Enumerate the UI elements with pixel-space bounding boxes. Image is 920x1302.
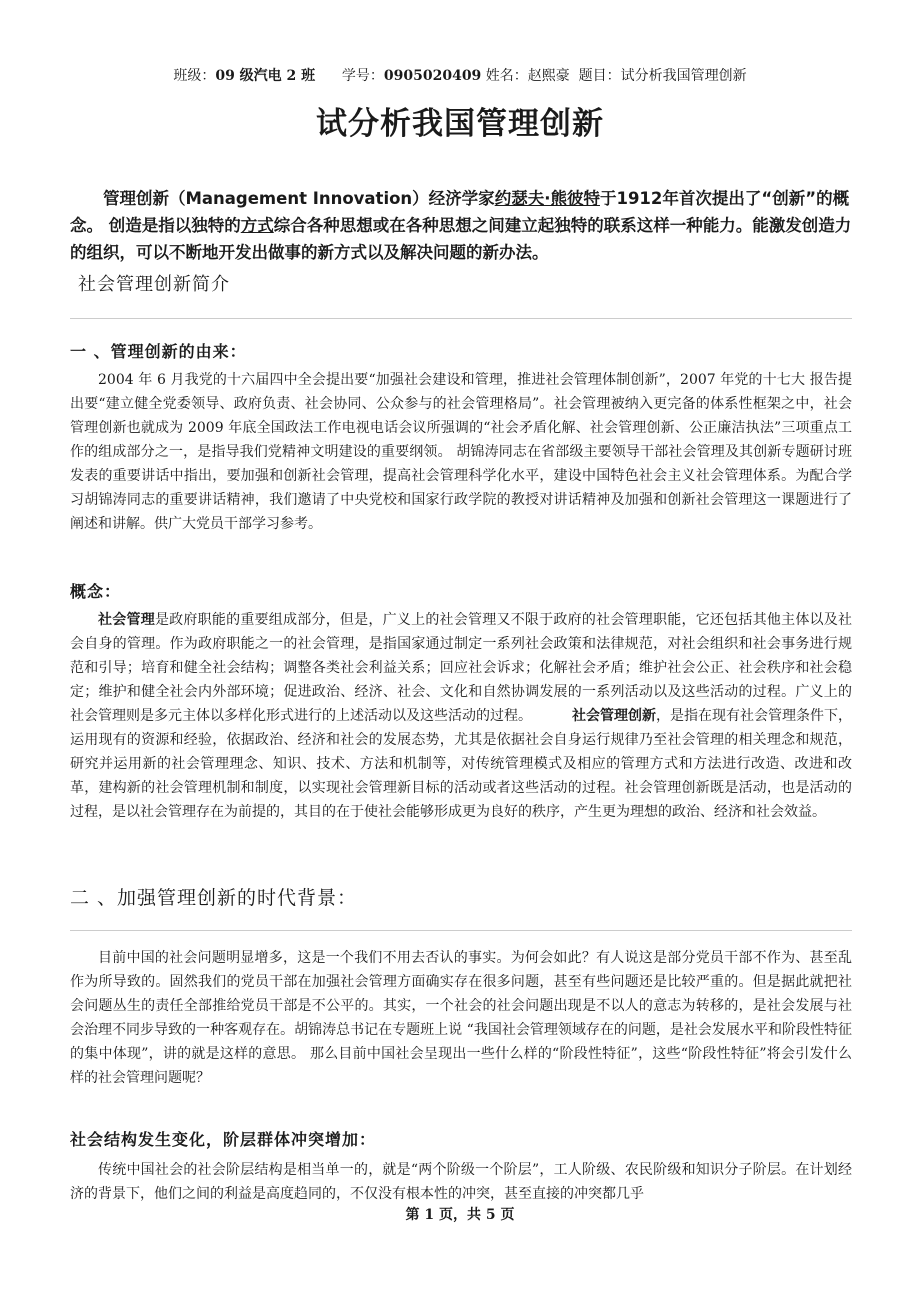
section-one-heading: 一 、管理创新的由来： <box>70 342 247 361</box>
document-header <box>0 66 920 86</box>
concept-heading: 概念： <box>70 582 122 601</box>
concept-text-1: 是政府职能的重要组成部分，但是，广义上的社会管理又不限于政府的社会管理职能，它还包括其他主体以及社会自身的管理。作为政府职能之一的社会管理，是指国家通过制定一系列社会政策和法律规范，对社会组织和社会事务进行规范和引导；培育和健全社会结构；调整各类社会利益关系；回应社会诉求；化解社会矛盾；维护社会公正、社会秩序和社会稳定；维护和健全社会内外部环境；促进政治、经济、社会、文化和自然协调发展的一系列活动以及这些活动的过程。广义上的社会管理则是多元主体以多样化形式进行的上述活动以及这些活动的过程。 <box>70 612 853 724</box>
concept-paragraph <box>70 608 852 824</box>
concept-term-social-management: 社会管理 <box>98 612 155 628</box>
name-value: 赵熙豪 <box>527 68 570 84</box>
subsection-paragraph: 传统中国社会的社会阶层结构是相当单一的，就是“两个阶级一个阶层”，工人阶级、农民阶级和知识分子阶层。在计划经济的背景下，他们之间的利益是高度趋同的，不仅没有根本性的冲突，甚至直接的冲突都几乎 <box>70 1162 852 1202</box>
subsection-paragraph-wrap <box>70 1158 852 1206</box>
section-two-heading: 二 、加强管理创新的时代背景： <box>70 887 358 909</box>
concept-term-management-innovation: 社会管理创新 <box>572 708 656 724</box>
divider-line <box>70 318 852 319</box>
intro-text-3: 综合各种思想或在各种思想之间建立起独特的联系这样一种能力。能激发创造力的组织，可以不断地开发出做事的新方式以及解决问题的新办法。 <box>70 216 852 262</box>
student-id-value: 0905020409 <box>383 68 482 84</box>
intro-text-1: 管理创新（Management Innovation）经济学家 <box>103 189 495 208</box>
intro-paragraph <box>70 185 860 266</box>
topic-value: 试分析我国管理创新 <box>620 68 747 84</box>
subsection-heading: 社会结构发生变化，阶层群体冲突增加： <box>70 1130 377 1149</box>
name-label: 姓名： <box>485 68 528 84</box>
section-two-paragraph: 目前中国的社会问题明显增多，这是一个我们不用去否认的事实。为何会如此？有人说这是部分党员干部不作为、甚至乱作为所导致的。固然我们的党员干部在加强社会管理方面确实存在很多问题，甚至有些问题还是比较严重的。但是据此就把社会问题丛生的责任全部推给党员干部是不公平的。其实，一个社会的社会问题出现是不以人的意志为转移的，是社会发展与社会治理不同步导致的一种客观存在。胡锦涛总书记在专题班上说 “我国社会管理领域存在的问题，是社会发展水平和阶段性特征的集中体现”，讲的就是这样的意思。 那么目前中国社会呈现出一些什么样的“阶段性特征”，这些“阶段性特征”将会引发什么样的社会管理问题呢？ <box>70 950 852 1086</box>
person-link[interactable]: 约瑟夫·熊彼特 <box>494 189 600 208</box>
page-footer: 第 1 页，共 5 页 <box>405 1207 515 1223</box>
student-id-label: 学号： <box>341 68 384 84</box>
class-value: 09 级汽电 2 班 <box>215 68 316 84</box>
section-heading-intro: 社会管理创新简介 <box>78 274 230 295</box>
topic-label: 题目： <box>578 68 621 84</box>
class-label: 班级： <box>173 68 216 84</box>
divider-line <box>70 930 852 931</box>
section-one-paragraph: 2004 年 6 月我党的十六届四中全会提出要“加强社会建设和管理，推进社会管理体制创新”，2007 年党的十七大 报告提出要“建立健全党委领导、政府负责、社会协同、公众参与的社会管理格局”。社会管理被纳入更完备的体系性框架之中，社会管理创新也就成为 2009 年底全国政法工作电视电话会议所强调的“社会矛盾化解、社会管理创新、公正廉洁执法”三项重点工作的组成部分之一，是指导我们党精神文明建设的重要纲领。 胡锦涛同志在省部级主要领导干部社会管理及其创新专题研讨班发表的重要讲话中指出，要加强和创新社会管理，提高社会管理科学化水平，建设中国特色社会主义社会管理体系。为配合学习胡锦涛同志的重要讲话精神，我们邀请了中央党校和国家行政学院的教授对讲话精神及加强和创新社会管理这一课题进行了阐述和讲解。供广大党员干部学习参考。 <box>70 372 852 532</box>
document-title: 试分析我国管理创新 <box>316 106 604 142</box>
method-link[interactable]: 方式 <box>240 216 274 235</box>
intro-text-2: 于1912年首次提出了“创新”的概念。 创造是指以独特的 <box>70 189 850 235</box>
concept-text-2: ，是指在现有社会管理条件下，运用现有的资源和经验，依据政治、经济和社会的发展态势，尤其是依据社会自身运行规律乃至社会管理的相关理念和规范，研究并运用新的社会管理理念、知识、技术、方法和机制等，对传统管理模式及相应的管理方式和方法进行改造、改进和改革，建构新的社会管理机制和制度，以实现社会管理新目标的活动或者这些活动的过程。社会管理创新既是活动，也是活动的过程，是以社会管理存在为前提的，其目的在于使社会能够形成更为良好的秩序，产生更为理想的政治、经济和社会效益。 <box>70 708 852 820</box>
